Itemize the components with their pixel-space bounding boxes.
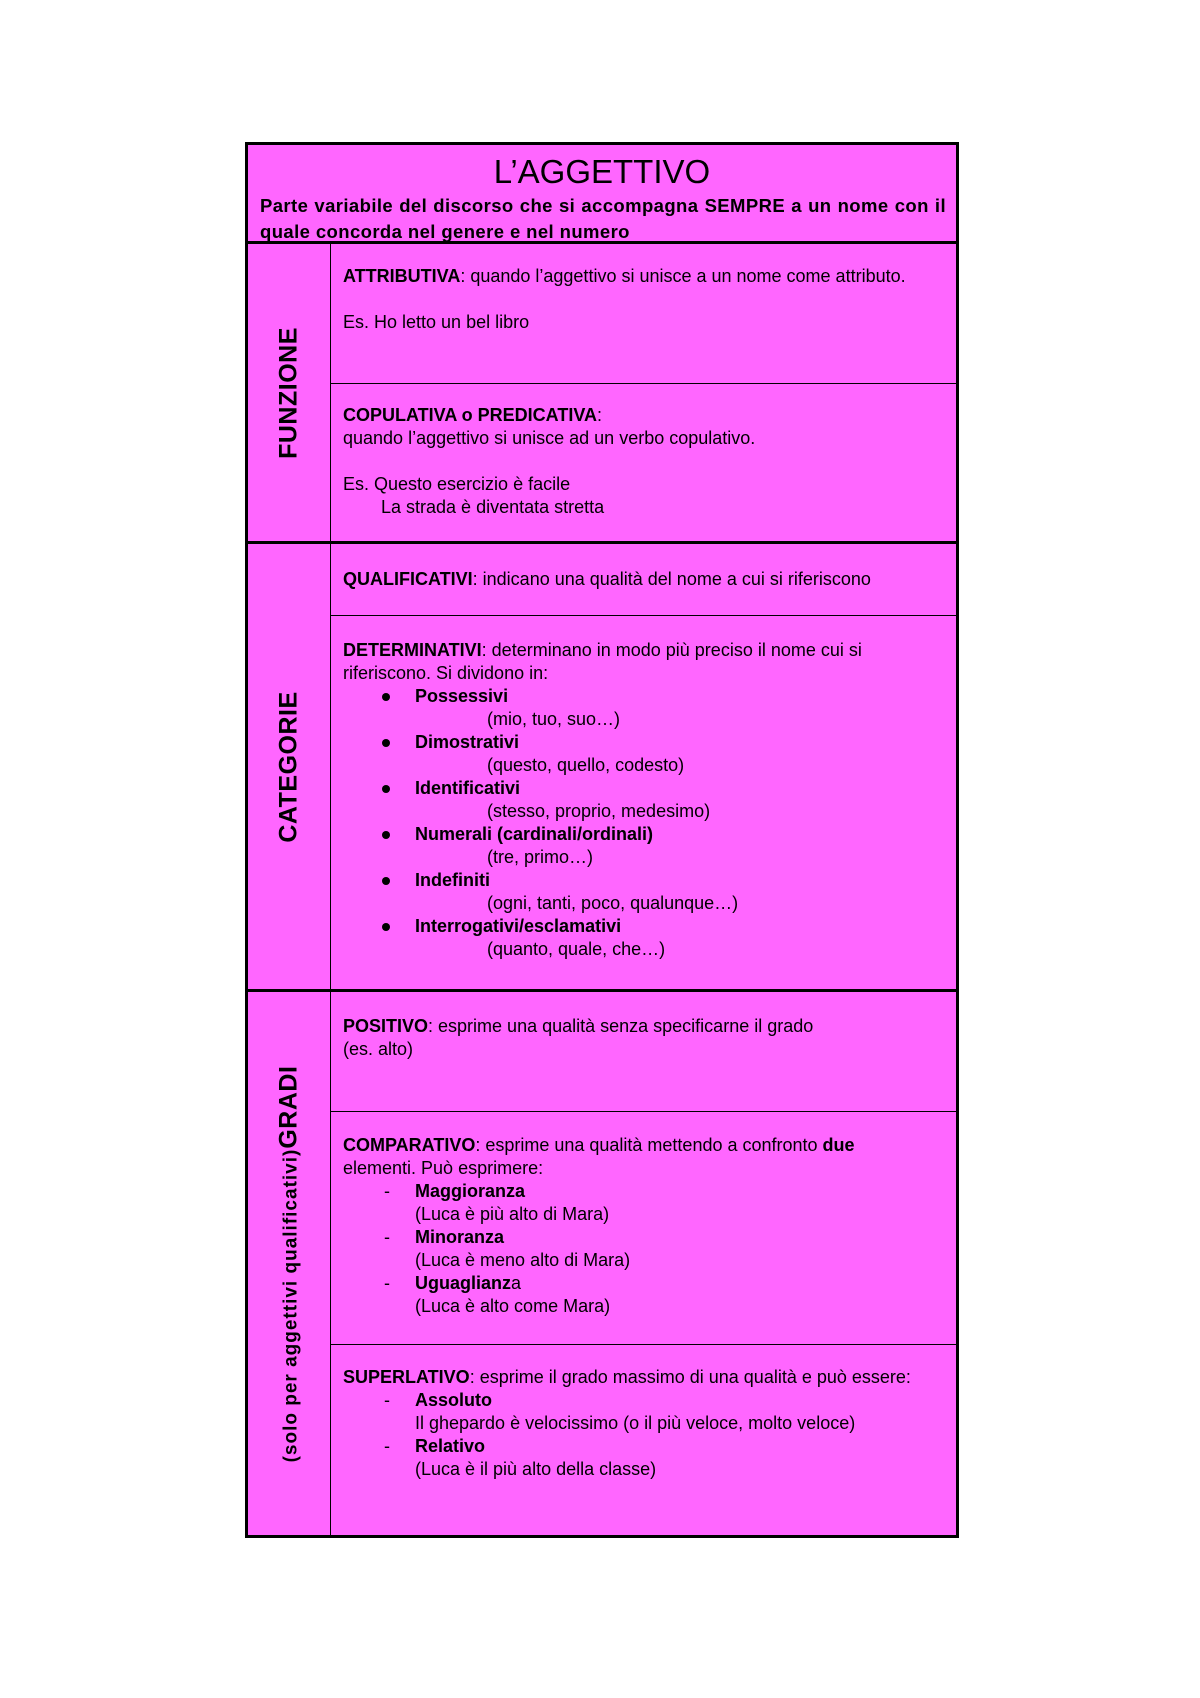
bullet-icon	[382, 923, 390, 931]
section-funzione	[248, 244, 956, 544]
cell-comparativo: COMPARATIVO: esprime una qualità mettendo a confronto due elementi. Può esprimere: - Maggioranza (Luca è più alto di Mara) - Minoranza (Luca è meno alto di Mara) - Uguaglianza (Luca è alto come Mara)	[331, 1112, 956, 1345]
definition-comparativo: : esprime una qualità mettendo a confronto	[475, 1135, 823, 1155]
definition-qualificativi: : indicano una qualità del nome a cui si riferiscono	[472, 569, 871, 589]
example-positivo: (es. alto)	[343, 1039, 414, 1059]
term-attributiva: ATTRIBUTIVA	[343, 266, 461, 286]
example-attributiva: Es. Ho letto un bel libro	[343, 312, 530, 332]
bullet-icon	[382, 877, 390, 885]
list-item: - Minoranza (Luca è meno alto di Mara)	[343, 1226, 948, 1272]
list-item: Possessivi (mio, tuo, suo…)	[343, 685, 948, 731]
cell-copulativa: COPULATIVA o PREDICATIVA: quando l’aggettivo si unisce ad un verbo copulativo. Es. Questo esercizio è facile La strada è diventata stretta	[331, 384, 956, 541]
bullet-icon	[382, 693, 390, 701]
section-label-funzione: FUNZIONE	[274, 326, 303, 459]
definition-attributiva: : quando l’aggettivo si unisce a un nome come attributo.	[460, 266, 906, 286]
dash-bullet: -	[384, 1436, 390, 1456]
page-title: L’AGGETTIVO	[493, 153, 711, 190]
list-item: Interrogativi/esclamativi (quanto, quale, che…)	[343, 915, 948, 961]
dash-bullet: -	[384, 1273, 390, 1293]
section-label-cell	[248, 544, 331, 989]
list-item: Indefiniti (ogni, tanti, poco, qualunque…)	[343, 869, 948, 915]
term-superlativo: SUPERLATIVO	[343, 1367, 470, 1387]
definition-positivo: : esprime una qualità senza specificarne il grado	[428, 1016, 814, 1036]
section-categorie	[248, 544, 956, 992]
example-copulativa-2: La strada è diventata stretta	[381, 497, 605, 517]
term-positivo: POSITIVO	[343, 1016, 429, 1036]
list-item: Identificativi (stesso, proprio, medesimo)	[343, 777, 948, 823]
list-item: - Uguaglianza (Luca è alto come Mara)	[343, 1272, 948, 1318]
section-label-gradi: (solo per aggettivi qualificativi)GRADI	[274, 1065, 303, 1462]
cell-superlativo	[331, 1345, 956, 1535]
section-gradi	[248, 992, 956, 1535]
definition-determinativi: : determinano in modo più preciso il nome cui si riferiscono. Si dividono in:	[343, 640, 862, 683]
example-copulativa-1: Es. Questo esercizio è facile	[343, 474, 571, 494]
dash-bullet: -	[384, 1227, 390, 1247]
cell-determinativi	[331, 616, 956, 989]
section-label-cell	[248, 244, 331, 541]
cell-positivo	[331, 992, 956, 1112]
cell-attributiva	[331, 244, 956, 384]
dash-bullet: -	[384, 1181, 390, 1201]
section-label-cell	[248, 992, 331, 1535]
term-copulativa: COPULATIVA o PREDICATIVA	[343, 405, 597, 425]
bullet-icon	[382, 785, 390, 793]
definition-copulativa: quando l’aggettivo si unisce ad un verbo copulativo.	[343, 428, 756, 448]
bullet-icon	[382, 739, 390, 747]
dash-bullet: -	[384, 1390, 390, 1410]
list-item: - Relativo (Luca è il più alto della classe)	[343, 1435, 948, 1481]
list-item: - Maggioranza (Luca è più alto di Mara)	[343, 1180, 948, 1226]
card-header	[248, 145, 956, 244]
bullet-icon	[382, 831, 390, 839]
definition-superlativo: : esprime il grado massimo di una qualità e può essere:	[469, 1367, 911, 1387]
list-item: - Assoluto Il ghepardo è velocissimo (o il più veloce, molto veloce)	[343, 1389, 948, 1435]
list-item: Dimostrativi (questo, quello, codesto)	[343, 731, 948, 777]
term-comparativo: COMPARATIVO	[343, 1135, 476, 1155]
list-item: Numerali (cardinali/ordinali) (tre, primo…)	[343, 823, 948, 869]
term-determinativi: DETERMINATIVI	[343, 640, 482, 660]
term-qualificativi: QUALIFICATIVI	[343, 569, 473, 589]
cell-qualificativi	[331, 544, 956, 616]
definition-text: Parte variabile del discorso che si accompagna SEMPRE a un nome con il quale concorda nel genere e nel numero	[260, 195, 946, 242]
section-label-categorie: CATEGORIE	[274, 690, 303, 843]
adjective-summary-card	[245, 142, 959, 1538]
